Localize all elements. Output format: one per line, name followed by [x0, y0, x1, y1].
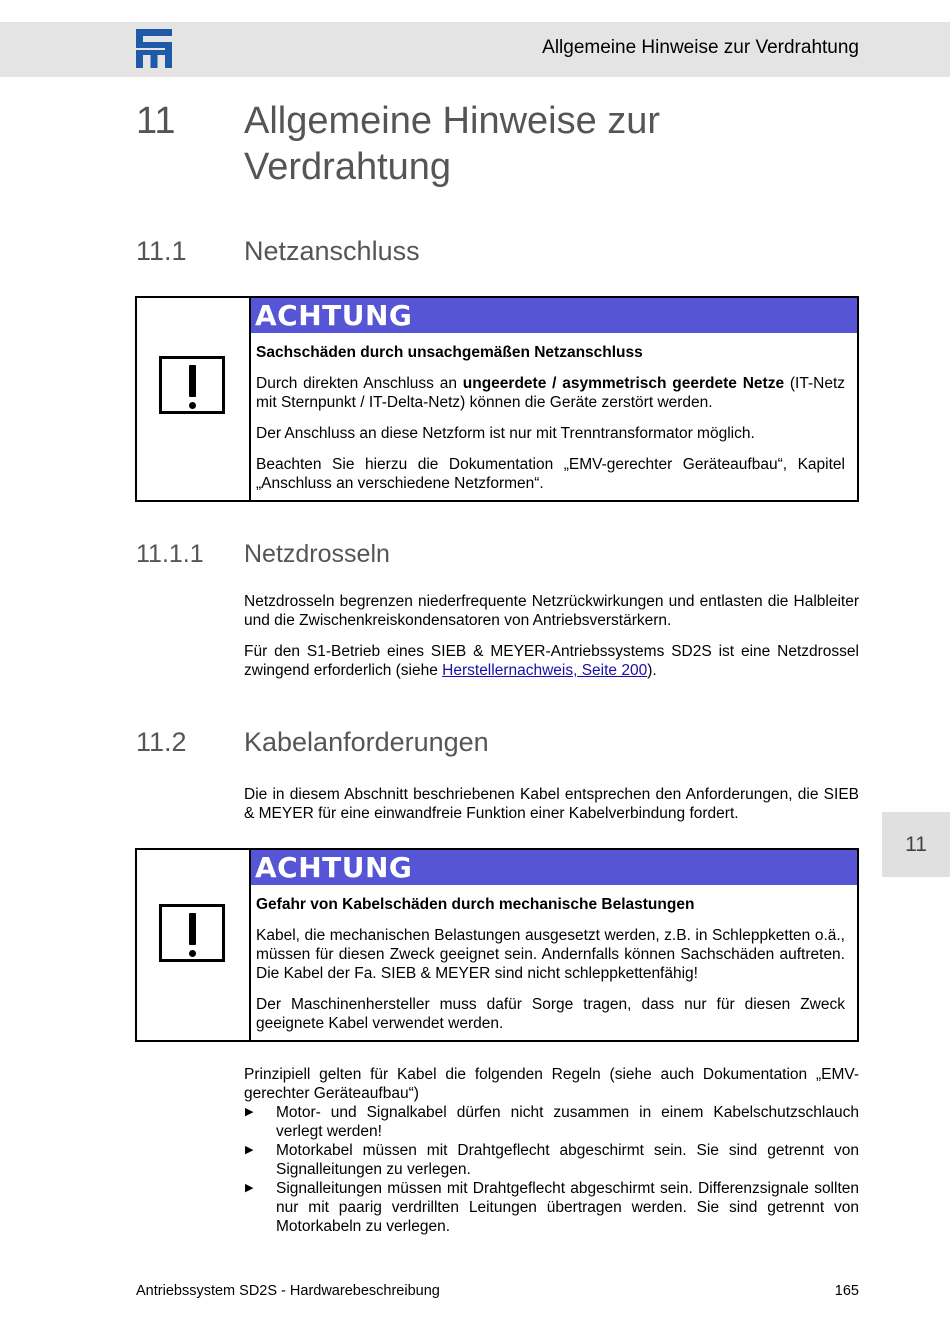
warning-paragraph: Der Anschluss an diese Netzform ist nur mit Trenntransformator möglich. — [256, 425, 755, 442]
list-item: ▶ Motor- und Signalkabel dürfen nicht zusammen in einem Kabelschutzschlauch verlegt werden! — [245, 1104, 859, 1140]
netzdrosseln-text — [244, 592, 859, 692]
warning-paragraph: Kabel, die mechanischen Belastungen ausgesetzt werden, z.B. in Schleppketten o.ä., müssen für diesen Zweck geeignet sein. Andernfalls können Sachschäden auftreten. Die Kabel der Fa. SIEB & MEYER sind nicht schleppkettenfähig! — [256, 927, 845, 982]
warning-heading: Gefahr von Kabelschäden durch mechanische Belastungen — [256, 896, 695, 913]
list-item: ▶ Signalleitungen müssen mit Drahtgeflecht abgeschirmt sein. Differenzsignale sollten nur mit paarig verdrillten Leitungen übertragen werden. Sie sind getrennt von Motorkabeln zu verlegen. — [245, 1180, 859, 1235]
bullet-icon: ▶ — [245, 1182, 254, 1194]
section-number: 11.2 — [136, 727, 187, 757]
warning-banner: ACHTUNG — [251, 298, 857, 333]
herstellernachweis-link[interactable]: Herstellernachweis, Seite 200 — [442, 662, 648, 679]
kabelanforderungen-text — [244, 785, 859, 835]
chapter-number: 11 — [136, 100, 176, 142]
rules-intro: Prinzipiell gelten für Kabel die folgenden Regeln (siehe auch Dokumentation „EMV-gerechter Geräteaufbau“) — [244, 1066, 859, 1102]
section-title: Kabelanforderungen — [244, 727, 489, 757]
section-title: Netzdrosseln — [244, 540, 390, 568]
section-title: Netzanschluss — [244, 236, 420, 266]
warning-icon-cell — [137, 298, 251, 500]
chapter-tab: 11 — [882, 812, 950, 877]
paragraph: Die in diesem Abschnitt beschriebenen Kabel entsprechen den Anforderungen, die SIEB & MEYER für eine einwandfreie Funktion einer Kabelverbindung fordert. — [244, 786, 859, 822]
chapter-title: Allgemeine Hinweise zur Verdrahtung — [244, 100, 661, 188]
warning-paragraph: Durch direkten Anschluss an ungeerdete / asymmetrisch geerdete Netze (IT-Netz mit Sternpunkt / IT-Delta-Netz) können die Geräte zerstört werden. — [256, 375, 846, 411]
bullet-icon: ▶ — [245, 1144, 254, 1156]
paragraph: Netzdrosseln begrenzen niederfrequente Netzrückwirkungen und entlasten die Halbleiter und die Zwischenkreiskondensatoren von Antriebsverstärkern. — [244, 593, 859, 629]
exclamation-icon — [159, 356, 225, 414]
warning-banner: ACHTUNG — [251, 850, 857, 885]
footer-document-title: Antriebssystem SD2S - Hardwarebeschreibung — [136, 1283, 440, 1299]
bullet-icon: ▶ — [245, 1106, 254, 1118]
company-logo — [136, 29, 172, 68]
cable-rules — [244, 1065, 859, 1236]
warning-box-netzanschluss — [135, 296, 859, 502]
warning-paragraph: Beachten Sie hierzu die Dokumentation „EMV-gerechter Geräteaufbau“, Kapitel „Anschluss an verschiedene Netzformen“. — [256, 456, 845, 492]
warning-icon-cell — [137, 850, 251, 1040]
warning-box-kabelschaeden — [135, 848, 859, 1042]
page-number: 165 — [834, 1283, 859, 1299]
exclamation-icon — [159, 904, 225, 962]
header-title: Allgemeine Hinweise zur Verdrahtung — [542, 37, 859, 58]
section-number: 11.1 — [136, 236, 187, 266]
warning-paragraph: Der Maschinenhersteller muss dafür Sorge tragen, dass nur für diesen Zweck geeignete Kabel verwendet werden. — [256, 996, 845, 1032]
warning-heading: Sachschäden durch unsachgemäßen Netzanschluss — [256, 344, 643, 361]
paragraph: Für den S1-Betrieb eines SIEB & MEYER-Antriebssystems SD2S ist eine Netzdrossel zwingend erforderlich (siehe Herstellernachweis, Seite 200). — [244, 643, 859, 679]
section-number: 11.1.1 — [136, 540, 204, 568]
list-item: ▶ Motorkabel müssen mit Drahtgeflecht abgeschirmt sein. Sie sind getrennt von Signalleitungen zu verlegen. — [245, 1142, 859, 1178]
